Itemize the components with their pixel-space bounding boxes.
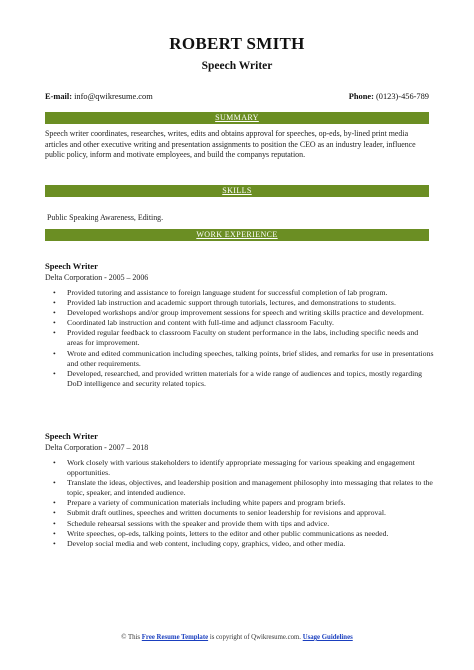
email-label: E-mail: bbox=[45, 92, 72, 101]
bullet-icon: • bbox=[53, 308, 56, 318]
bullet-icon: • bbox=[53, 318, 56, 328]
duty-item: • Wrote and edited communication including speeches, talking points, brief slides, and remarks for use in presentations and other requirements. bbox=[53, 348, 434, 368]
experience-heading: WORK EXPERIENCE bbox=[196, 230, 278, 239]
job-title: Speech Writer bbox=[45, 431, 98, 441]
experience-section-header bbox=[45, 229, 429, 241]
job-title: Speech Writer bbox=[45, 261, 98, 271]
duty-item: • Developed, researched, and provided written materials for a wide range of audiences and topics, mostly regarding DoD intelligence and security related topics. bbox=[53, 368, 423, 388]
duty-item: • Translate the ideas, objectives, and leadership position and management philosophy into messaging that relates to the topic, speaker, and intended audience. bbox=[53, 478, 433, 498]
free-resume-template-link[interactable]: Free Resume Template bbox=[141, 634, 209, 641]
job-title-heading: Speech Writer bbox=[201, 60, 273, 72]
duty-item: • Developed workshops and/or group improvement sessions for speech and writing skills practice and development. bbox=[53, 308, 424, 318]
email-contact bbox=[45, 92, 153, 101]
skills-section-header bbox=[45, 185, 429, 197]
summary-text: Speech writer coordinates, researches, writes, edits and obtains approval for speeches, op-eds, by-lined print media articles and other executive writing and presentation assignments to position the CEO as an industry leader, influence public policy, inform and motivate employees, and build the companys reputation. bbox=[45, 129, 416, 160]
summary-heading: SUMMARY bbox=[215, 113, 259, 122]
duty-item: • Write speeches, op-eds, talking points, letters to the editor and other public communications as needed. bbox=[53, 528, 389, 538]
phone-contact bbox=[349, 92, 429, 101]
bullet-icon: • bbox=[53, 518, 56, 528]
usage-guidelines-link[interactable]: Usage Guidelines bbox=[302, 634, 353, 641]
bullet-icon: • bbox=[53, 288, 56, 297]
duty-item: • Schedule rehearsal sessions with the speaker and provide them with tips and advice. bbox=[53, 518, 330, 528]
bullet-icon: • bbox=[53, 368, 56, 378]
bullet-icon: • bbox=[53, 528, 56, 538]
email-value[interactable]: info@qwikresume.com bbox=[74, 92, 153, 101]
summary-section-header bbox=[45, 112, 429, 124]
phone-label: Phone: bbox=[348, 92, 374, 101]
job-entry-2 bbox=[45, 431, 435, 549]
bullet-icon: • bbox=[53, 508, 56, 518]
bullet-icon: • bbox=[53, 498, 56, 508]
job-company-dates: Delta Corporation - 2007 – 2018 bbox=[45, 443, 149, 452]
footer-middle-text: is copyright of Qwikresume.com. bbox=[209, 634, 301, 641]
candidate-name: ROBERT SMITH bbox=[169, 34, 305, 53]
skills-heading: SKILLS bbox=[222, 186, 252, 195]
bullet-icon: • bbox=[53, 538, 56, 548]
duty-item: • Provided regular feedback to classroom Faculty on student performance in the labs, including specific needs and areas for improvement. bbox=[53, 328, 419, 348]
duty-item: • Submit draft outlines, speeches and written documents to senior leadership for revisions and approval. bbox=[53, 508, 386, 518]
job-entry-1 bbox=[45, 261, 435, 389]
bullet-icon: • bbox=[53, 478, 56, 488]
footer-copyright: © This bbox=[121, 634, 141, 641]
job-company-dates: Delta Corporation - 2005 – 2006 bbox=[45, 273, 149, 282]
duty-list bbox=[45, 288, 435, 389]
duty-item: • Provided tutoring and assistance to foreign language student for successful completion of lab program. bbox=[53, 288, 388, 297]
footer bbox=[0, 634, 474, 641]
bullet-icon: • bbox=[53, 328, 56, 338]
bullet-icon: • bbox=[53, 298, 56, 308]
duty-item: • Develop social media and web content, including copy, graphics, video, and other media. bbox=[53, 538, 346, 548]
phone-value: (0123)-456-789 bbox=[375, 92, 429, 101]
duty-item: • Provided lab instruction and academic support through tutorials, lectures, and demonstrations to students. bbox=[53, 298, 396, 308]
skills-text: Public Speaking Awareness, Editing. bbox=[47, 213, 164, 222]
duty-item: • Coordinated lab instruction and content with full-time and adjunct classroom Faculty. bbox=[53, 318, 334, 328]
duty-list bbox=[45, 458, 435, 549]
duty-item: • Prepare a variety of communication materials including white papers and program briefs. bbox=[53, 498, 346, 508]
bullet-icon: • bbox=[53, 348, 56, 358]
duty-item: • Work closely with various stakeholders to identify appropriate messaging for various speaking and engagement opportunities. bbox=[53, 458, 415, 478]
bullet-icon: • bbox=[53, 458, 56, 467]
